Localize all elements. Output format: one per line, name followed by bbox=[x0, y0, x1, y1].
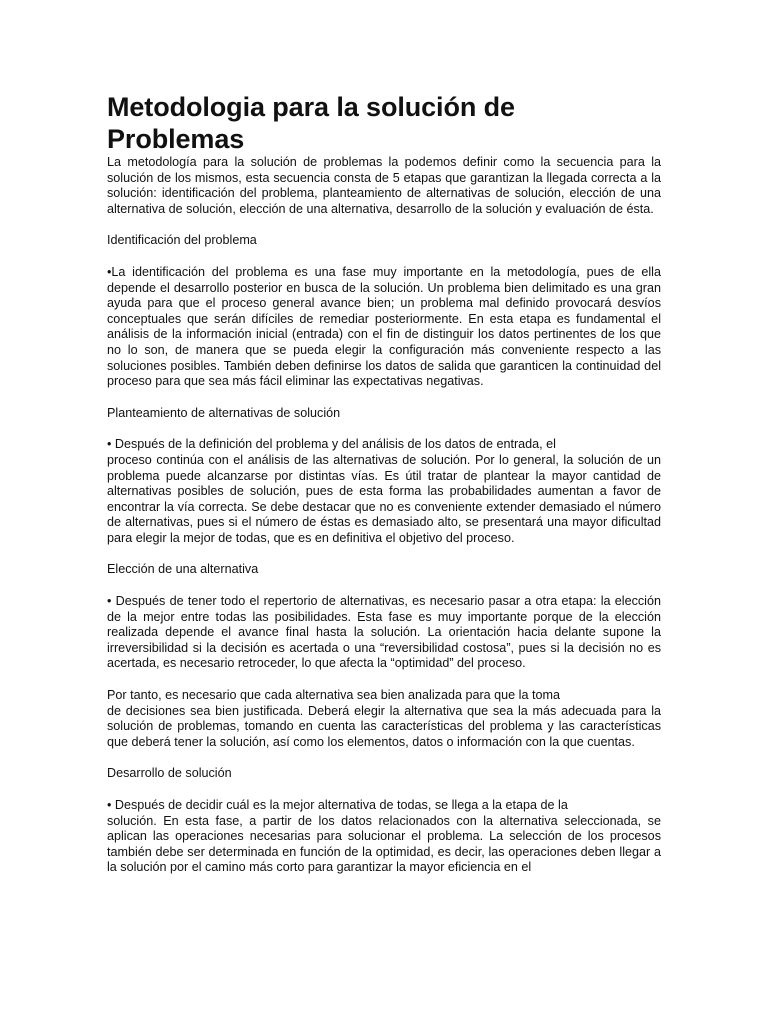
paragraph-rest: solución. En esta fase, a partir de los datos relacionados con la alternativa seleccionada, se aplican las operaciones necesarias para solucionar el problema. La selección de los procesos también debe ser determinada en función de la optimidad, es decir, las operaciones deben llegar a la solución por el camino más corto para garantizar la mayor eficiencia en el bbox=[107, 813, 661, 875]
section-paragraph-identificacion: •La identificación del problema es una fase muy importante en la metodología, pues de ella depende el desarrollo posterior en busca de la solución. Un problema bien delimitado es una gran ayuda para que el proceso general avance bien; un problema mal definido provocará desvíos conceptuales que serán difíciles de remediar posteriormente. En esta etapa es fundamental el análisis de la información inicial (entrada) con el fin de distinguir los datos pertinentes de los que no lo son, de manera que se pueda elegir la configuración más conveniente respecto a las soluciones posibles. También deben definirse los datos de salida que garanticen la continuidad del proceso para que sea más fácil eliminar las expectativas negativas. bbox=[107, 264, 661, 389]
section-paragraph-eleccion-2 bbox=[107, 688, 661, 750]
section-heading-desarrollo: Desarrollo de solución bbox=[107, 766, 232, 781]
paragraph-rest: proceso continúa con el análisis de las alternativas de solución. Por lo general, la solución de un problema puede alcanzarse por distintas vías. Es útil tratar de plantear la mayor cantidad de alternativas posibles de solución, pues de esta forma las probabilidades aumentan a favor de encontrar la vía correcta. Se debe destacar que no es conveniente extender demasiado el número de alternativas, pues si el número de éstas es demasiado alto, se presentará una mayor dificultad para elegir la mejor de todas, que es en definitiva el objetivo del proceso. bbox=[107, 452, 661, 545]
title-line-2: Problemas bbox=[107, 124, 245, 154]
section-heading-eleccion: Elección de una alternativa bbox=[107, 562, 259, 577]
intro-paragraph: La metodología para la solución de problemas la podemos definir como la secuencia para la solución de los mismos, esta secuencia consta de 5 etapas que garantizan la llegada correcta a la solución: identificación del problema, planteamiento de alternativas de solución, elección de una alternativa de solución, elección de una alternativa, desarrollo de la solución y evaluación de ésta. bbox=[107, 155, 661, 216]
title-line-1: Metodologia para la solución de bbox=[107, 92, 515, 122]
section-paragraph-planteamiento bbox=[107, 437, 661, 546]
paragraph-rest: de decisiones sea bien justificada. Deberá elegir la alternativa que sea la más adecuada para la solución de problemas, tomando en cuenta las características del problema y las características que deberá tener la solución, así como los elementos, datos o información con la que cuentas. bbox=[107, 703, 661, 749]
paragraph-first-line: Por tanto, es necesario que cada alternativa sea bien analizada para que la toma bbox=[107, 688, 560, 703]
section-paragraph-desarrollo bbox=[107, 798, 661, 876]
paragraph-first-line: • Después de decidir cuál es la mejor alternativa de todas, se llega a la etapa de la bbox=[107, 798, 568, 812]
document-title bbox=[107, 91, 661, 155]
section-heading-identificacion: Identificación del problema bbox=[107, 233, 257, 248]
document-page bbox=[107, 91, 661, 876]
paragraph-first-line: • Después de la definición del problema y del análisis de los datos de entrada, el bbox=[107, 437, 556, 452]
section-heading-planteamiento: Planteamiento de alternativas de solución bbox=[107, 405, 341, 420]
section-paragraph-eleccion: • Después de tener todo el repertorio de alternativas, es necesario pasar a otra etapa: la elección de la mejor entre todas las posibilidades. Esta fase es muy importante porque de la elección realizada depende el avance final hasta la solución. La orientación hacia delante supone la irreversibilidad si la decisión es acertada o una “reversibilidad costosa”, pues si la decisión no es acertada, es necesario retroceder, lo que afecta la “optimidad” del proceso. bbox=[107, 594, 661, 671]
